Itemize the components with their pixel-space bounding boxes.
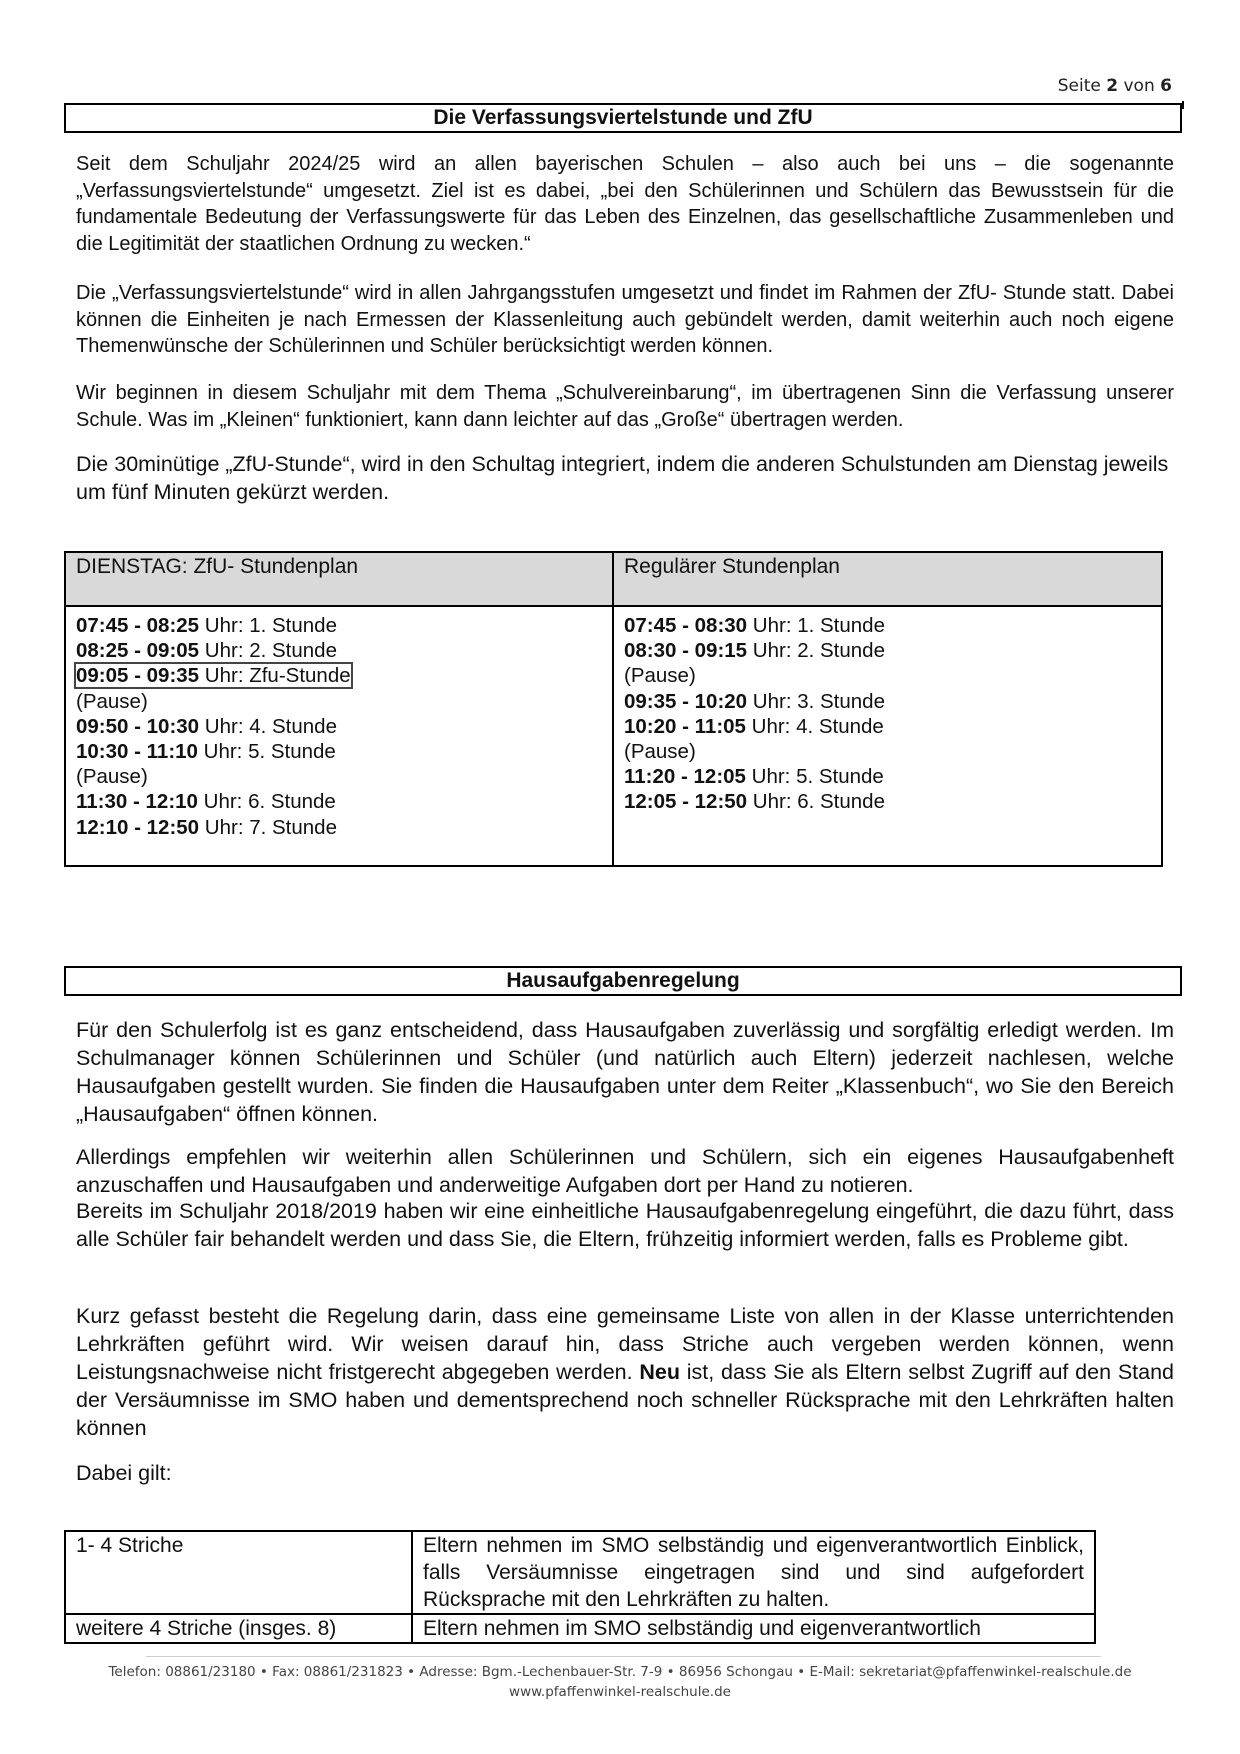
paragraph-schulerfolg: Für den Schulerfolg ist es ganz entscheidend, dass Hausaufgaben zuverlässig und sorgfältig erledigt werden. Im Schulmanager können Schülerinnen und Schüler (und natürlich auch Eltern) jederzeit nachlesen, welche Hausaufgaben gestellt wurden. Sie finden die Hausaufgaben unter dem Reiter „Klassenbuch“, wo Sie den Bereich „Hausaufgaben“ öffnen können. [76, 1018, 1174, 1126]
regular-schedule-cell [613, 606, 1162, 866]
schedule-row: 10:30 - 11:10 Uhr: 5. Stunde [76, 740, 336, 764]
schedule-row: 12:10 - 12:50 Uhr: 7. Stunde [76, 815, 337, 839]
schedule-row-pause: (Pause) [76, 765, 148, 789]
page-label-mid: von [1123, 76, 1155, 96]
rule-strokes-cell: 1- 4 Striche [65, 1531, 412, 1614]
schedule-row: 11:20 - 12:05 Uhr: 5. Stunde [624, 765, 884, 789]
paragraph-zfu-stunde: Die 30minütige „ZfU-Stunde“, wird in den Schultag integriert, indem die anderen Schulstunden am Dienstag jeweils um fünf Minuten gekürzt werden. [76, 452, 1169, 504]
rule-text-cell: Eltern nehmen im SMO selbständig und eigenverantwortlich Einblick, falls Versäumnisse eingetragen sind und sind aufgefordert Rücksprache mit den Lehrkräften zu halten. [412, 1531, 1095, 1614]
schedule-row: 07:45 - 08:30 Uhr: 1. Stunde [624, 614, 885, 637]
paragraph-intro: Seit dem Schuljahr 2024/25 wird an allen bayerischen Schulen – also auch bei uns – die sogenannte „Verfassungsviertelstunde“ umgesetzt. Ziel ist es dabei, „bei den Schülerinnen und Schülern das Bewusstsein für die fundamentale Bedeutung der Verfassungswerte für das Leben des Einzelnen, das gesellschaftliche Zusammenleben und die Legitimität der staatlichen Ordnung zu wecken.“ [76, 153, 1174, 255]
schedule-row: 07:45 - 08:25 Uhr: 1. Stunde [76, 614, 337, 637]
schedule-row: 08:25 - 09:05 Uhr: 2. Stunde [76, 639, 337, 663]
page-label: Seite [1057, 76, 1101, 96]
schedule-row: 09:50 - 10:30 Uhr: 4. Stunde [76, 714, 337, 738]
paragraph-dabei-gilt: Dabei gilt: [76, 1461, 172, 1485]
total-pages: 6 [1160, 76, 1172, 96]
footer-website: www.pfaffenwinkel-realschule.de [509, 1684, 731, 1700]
schedule-row-pause: (Pause) [624, 664, 696, 688]
zfu-schedule-cell [65, 606, 613, 866]
schedule-row-pause: (Pause) [624, 740, 696, 764]
paragraph-schulvereinbarung: Wir beginnen in diesem Schuljahr mit dem Thema „Schulvereinbarung“, im übertragenen Sinn die Verfassung unserer Schule. Was im „Kleinen“ funktioniert, kann dann leichter auf das „Große“ übertragen werden. [76, 382, 1174, 431]
paragraph-hausaufgabenheft: Allerdings empfehlen wir weiterhin allen Schülerinnen und Schülern, sich ein eigenes Hausaufgabenheft anzuschaffen und Hausaufgaben und anderweitige Aufgaben dort per Hand zu notieren. [76, 1145, 1174, 1197]
paragraph-regelung-2018: Bereits im Schuljahr 2018/2019 haben wir eine einheitliche Hausaufgabenregelung eingeführt, die dazu führt, dass alle Schüler fair behandelt werden und dass Sie, die Eltern, frühzeitig informiert werden, falls es Probleme gibt. [76, 1199, 1174, 1251]
rules-table [64, 1530, 1096, 1644]
zfu-schedule-header: DIENSTAG: ZfU- Stundenplan [65, 552, 613, 606]
schedule-table [64, 551, 1163, 867]
schedule-row-pause: (Pause) [76, 689, 148, 713]
current-page: 2 [1106, 76, 1119, 96]
schedule-row: 11:30 - 12:10 Uhr: 6. Stunde [76, 790, 336, 814]
paragraph-regelung-kurz: Kurz gefasst besteht die Regelung darin, dass eine gemeinsame Liste von allen in der Klasse unterrichtenden Lehrkräften geführt wird. Wir weisen darauf hin, dass Striche auch vergeben werden können, wenn Leistungsnachweise nicht fristgerecht abgegeben werden. Neu ist, dass Sie als Eltern selbst Zugriff auf den Stand der Versäumnisse im SMO haben und dementsprechend noch schneller Rücksprache mit den Lehrkräften halten können [76, 1304, 1175, 1440]
page-number [1058, 76, 1172, 96]
schedule-row: 08:30 - 09:15 Uhr: 2. Stunde [624, 639, 885, 663]
regular-schedule-header: Regulärer Stundenplan [613, 552, 1162, 606]
paragraph-zfu: Die „Verfassungsviertelstunde“ wird in allen Jahrgangsstufen umgesetzt und findet im Rahmen der ZfU- Stunde statt. Dabei können die Einheiten je nach Ermessen der Klassenleitung auch gebündelt werden, damit weiterhin auch noch eigene Themenwünsche der Schülerinnen und Schüler berücksichtigt werden können. [76, 282, 1174, 357]
schedule-row: 10:20 - 11:05 Uhr: 4. Stunde [624, 714, 884, 738]
footer-contact: Telefon: 08861/23180 • Fax: 08861/231823 • Adresse: Bgm.-Lechenbauer-Str. 7-9 • 86956 Schongau • E-Mail: sekretariat@pfaffenwinkel-realschule.de [108, 1664, 1132, 1680]
footer-divider [146, 1656, 1101, 1657]
neu-label: Neu [639, 1360, 680, 1384]
table-row [65, 1531, 1095, 1614]
schedule-row: 12:05 - 12:50 Uhr: 6. Stunde [624, 790, 885, 814]
rule-text-cell: Eltern nehmen im SMO selbständig und eigenverantwortlich [412, 1614, 1095, 1643]
rule-strokes-cell: weitere 4 Striche (insges. 8) [65, 1614, 412, 1643]
schedule-row: 09:35 - 10:20 Uhr: 3. Stunde [624, 689, 885, 713]
section-title-verfassungsviertelstunde: Die Verfassungsviertelstunde und ZfU [64, 103, 1182, 133]
zfu-highlight-box: 09:05 - 09:35 Uhr: Zfu-Stunde [76, 664, 351, 688]
schedule-row-zfu [76, 663, 602, 688]
table-row [65, 1614, 1095, 1643]
section-title-hausaufgaben: Hausaufgabenregelung [64, 966, 1182, 996]
